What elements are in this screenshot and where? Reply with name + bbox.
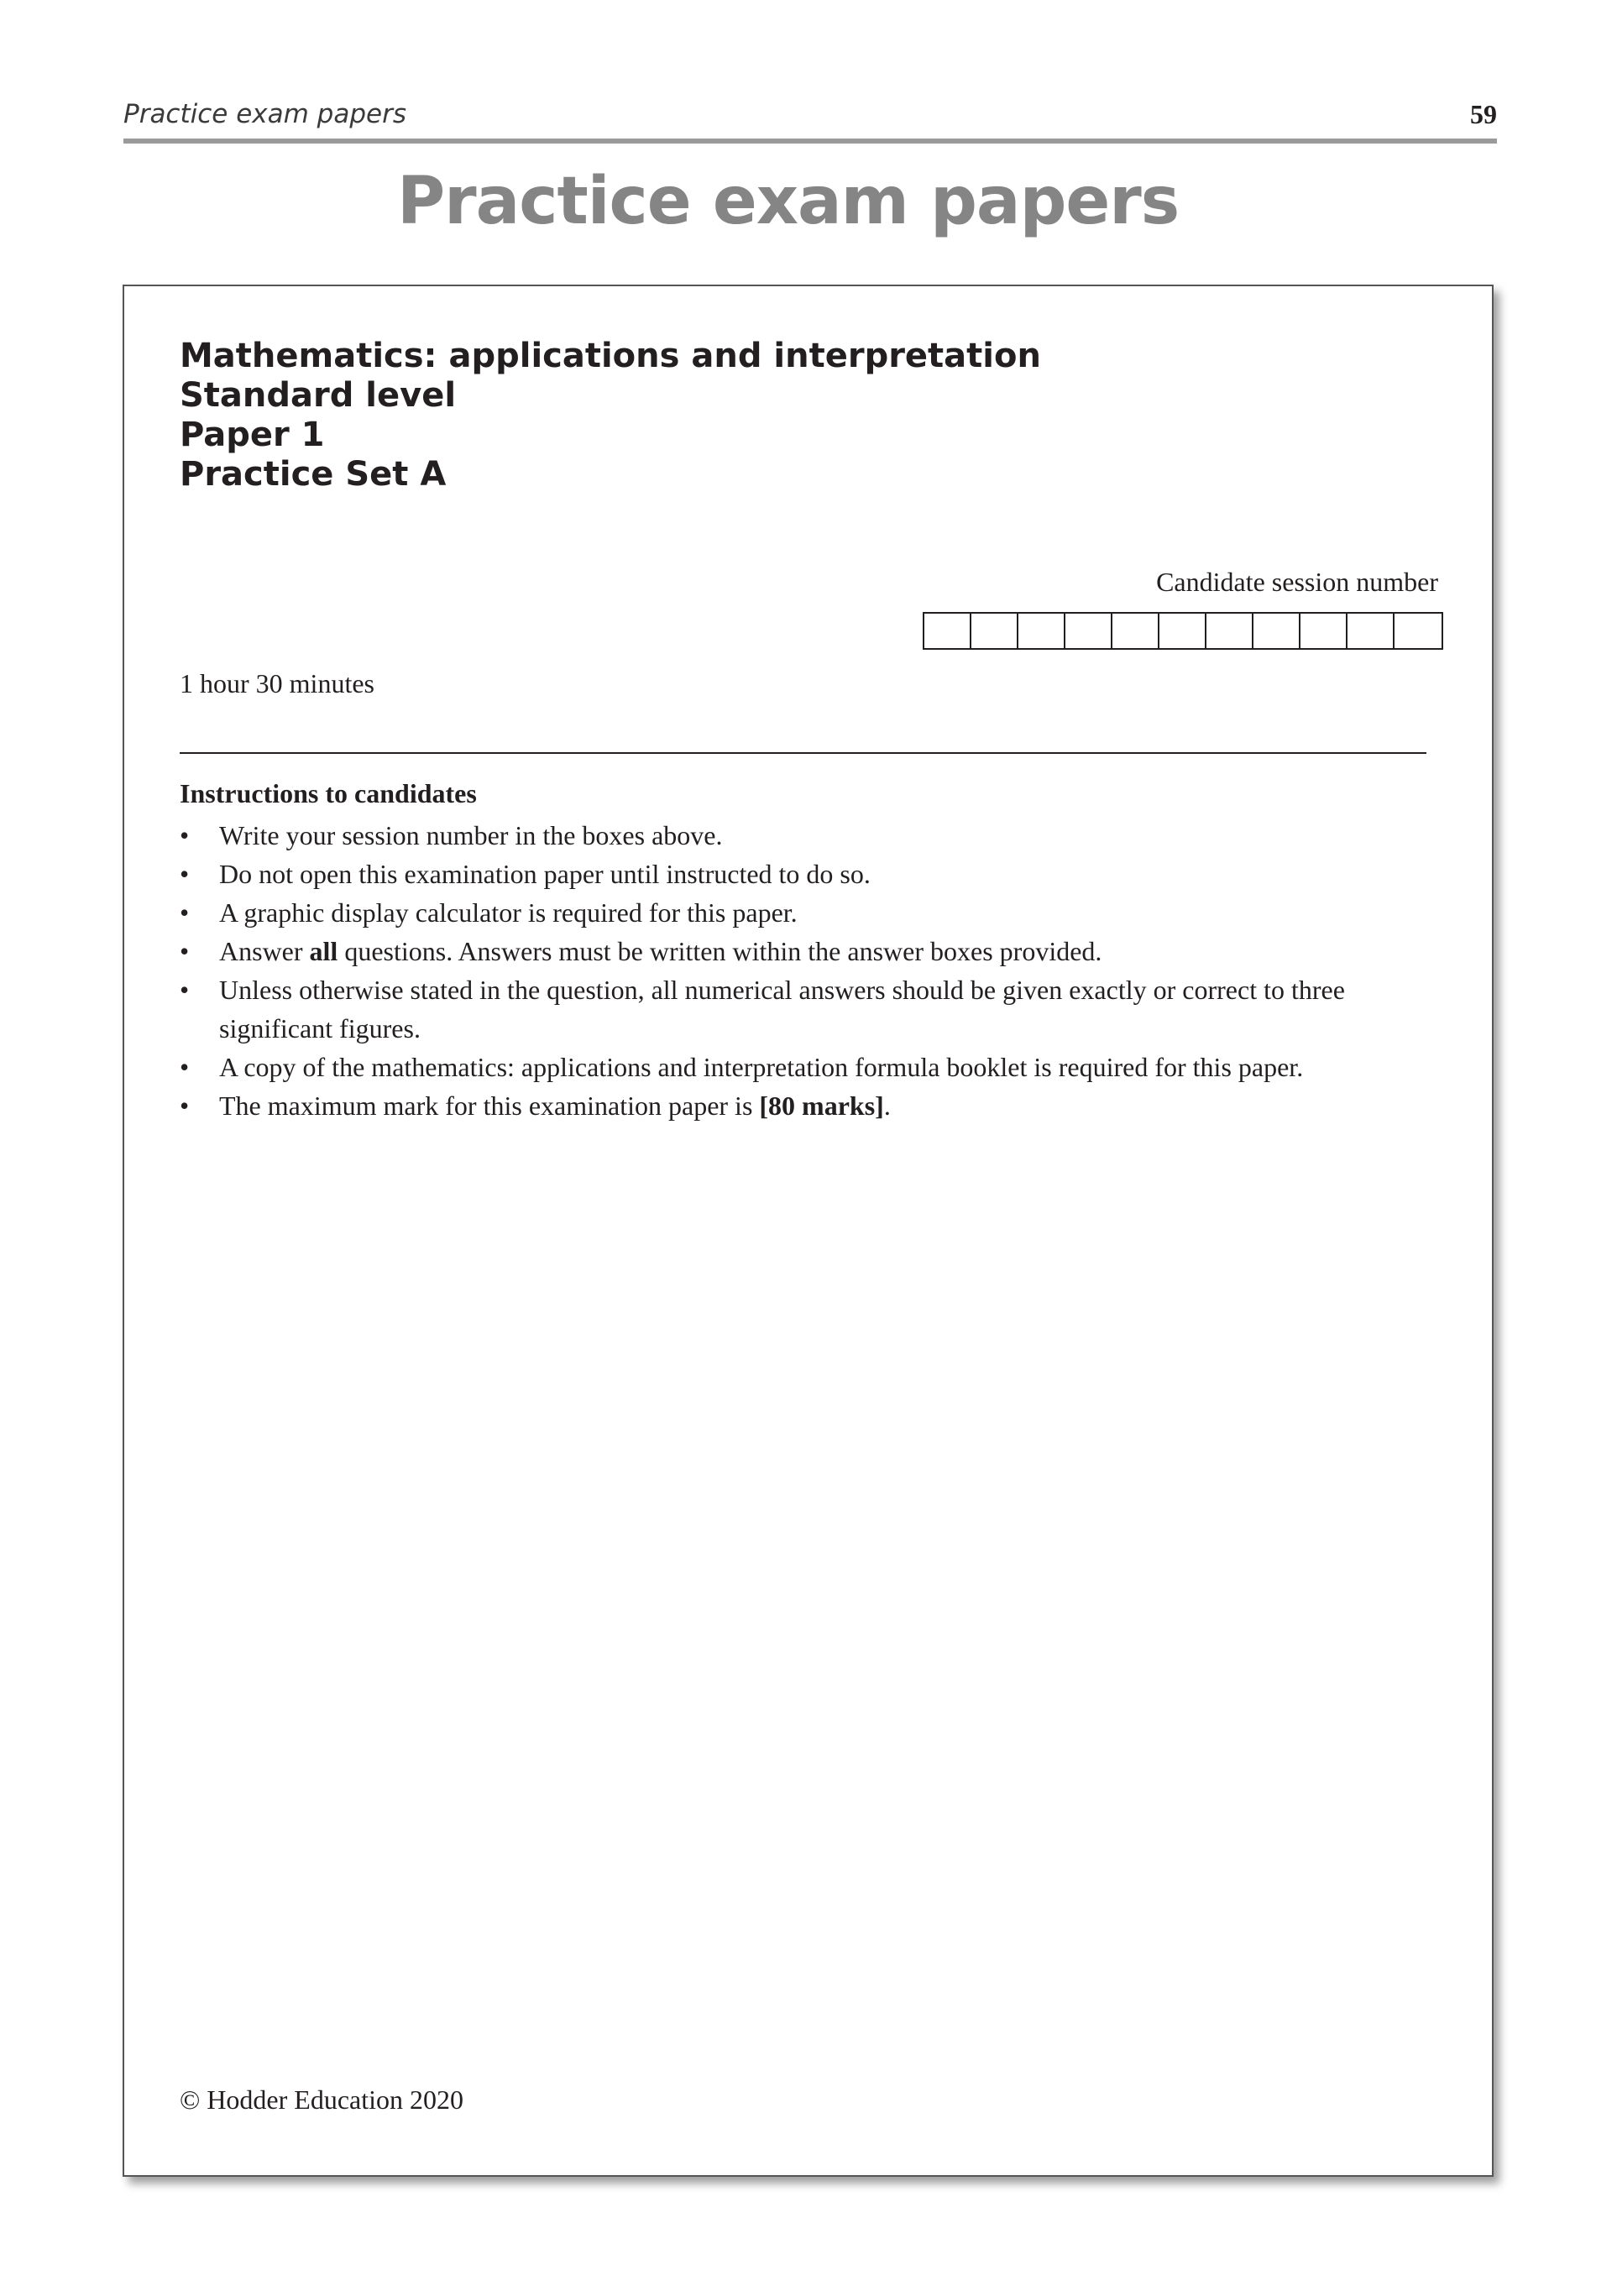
section-title: Practice exam papers — [397, 164, 1180, 239]
session-number-box[interactable] — [1112, 614, 1159, 648]
instruction-item — [180, 1086, 1439, 1125]
instruction-item — [180, 855, 1439, 893]
paper-heading — [180, 337, 1041, 494]
instruction-text: A copy of the mathematics: applications and interpretation formula booklet is required for this paper. — [219, 1052, 1304, 1082]
session-number-box[interactable] — [1253, 614, 1300, 648]
page-number: 59 — [1470, 99, 1497, 129]
bullet-icon: • — [180, 936, 190, 966]
instruction-text: A graphic display calculator is required for this paper. — [219, 897, 798, 928]
bullet-icon: • — [180, 897, 190, 928]
header-rule — [123, 139, 1497, 144]
paper-number: Paper 1 — [180, 416, 325, 454]
copyright-notice: © Hodder Education 2020 — [180, 2084, 464, 2115]
exam-cover-card — [123, 285, 1494, 2177]
bullet-icon: • — [180, 975, 190, 1005]
instruction-text: Unless otherwise stated in the question, all numerical answers should be given exactly or correct to three significant figures. — [219, 975, 1345, 1043]
instruction-item — [180, 970, 1439, 1048]
exam-duration: 1 hour 30 minutes — [180, 668, 374, 698]
candidate-session-boxes[interactable] — [923, 612, 1443, 650]
instruction-text: questions. Answers must be written within the answer boxes provided. — [338, 936, 1102, 966]
instruction-emphasis: [80 marks] — [759, 1090, 884, 1121]
session-number-box[interactable] — [1300, 614, 1348, 648]
candidate-session-label: Candidate session number — [1156, 567, 1438, 597]
instruction-item — [180, 893, 1439, 932]
bullet-icon: • — [180, 1090, 190, 1121]
bullet-icon: • — [180, 859, 190, 889]
instructions-title: Instructions to candidates — [180, 778, 477, 808]
instruction-emphasis: all — [309, 936, 338, 966]
instruction-text: Write your session number in the boxes above. — [219, 820, 723, 850]
instructions-list — [180, 816, 1439, 1125]
session-number-box[interactable] — [1206, 614, 1253, 648]
instruction-text: Answer — [219, 936, 310, 966]
running-head-title: Practice exam papers — [123, 99, 407, 129]
running-head — [123, 99, 1497, 139]
paper-subject: Mathematics: applications and interpretation — [180, 337, 1041, 375]
instruction-text: The maximum mark for this examination paper is — [219, 1090, 760, 1121]
instruction-item — [180, 932, 1439, 970]
practice-set: Practice Set A — [180, 455, 447, 494]
session-number-box[interactable] — [1159, 614, 1206, 648]
divider-line — [180, 752, 1426, 754]
instruction-item — [180, 1048, 1439, 1086]
session-number-box[interactable] — [1395, 614, 1442, 648]
bullet-icon: • — [180, 1052, 190, 1082]
session-number-box[interactable] — [924, 614, 971, 648]
instruction-text: Do not open this examination paper until instructed to do so. — [219, 859, 871, 889]
session-number-box[interactable] — [971, 614, 1018, 648]
bullet-icon: • — [180, 820, 190, 850]
session-number-box[interactable] — [1348, 614, 1395, 648]
instruction-text: . — [883, 1090, 891, 1121]
paper-level: Standard level — [180, 376, 457, 415]
instruction-item — [180, 816, 1439, 855]
session-number-box[interactable] — [1065, 614, 1112, 648]
session-number-box[interactable] — [1018, 614, 1065, 648]
